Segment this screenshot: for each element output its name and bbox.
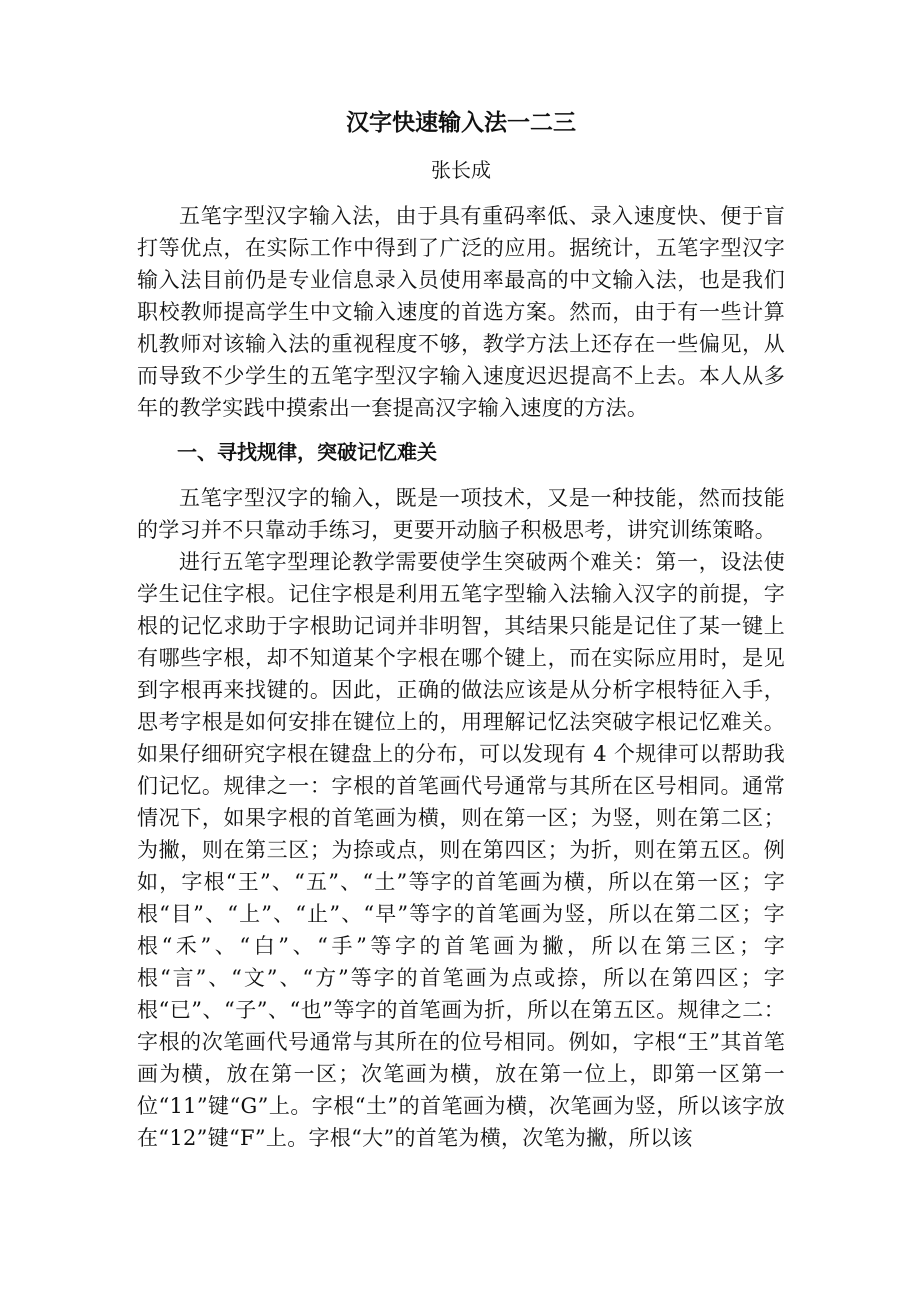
intro-paragraph: 五笔字型汉字输入法，由于具有重码率低、录入速度快、便于盲打等优点，在实际工作中得到了广泛的应用。据统计，五笔字型汉字输入法目前仍是专业信息录入员使用率最高的中文输入法，也是我们职校教师提高学生中文输入速度的首选方案。然而，由于有一些计算机教师对该输入法的重视程度不够，教学方法上还存在一些偏见，从而导致不少学生的五笔字型汉字输入速度迟迟提高不上去。本人从多年的教学实践中摸索出一套提高汉字输入速度的方法。 [137,204,785,420]
document-author: 张长成 [431,158,491,182]
section-paragraph-1: 五笔字型汉字的输入，既是一项技术，又是一种技能，然而技能的学习并不只靠动手练习，更要开动脑子积极思考，讲究训练策略。 [137,486,785,542]
document-title: 汉字快速输入法一二三 [346,110,576,136]
section-heading: 一、寻找规律，突破记忆难关 [177,440,437,464]
document-page [137,108,785,1154]
section-paragraph-2: 进行五笔字型理论教学需要使学生突破两个难关：第一，设法使学生记住字根。记住字根是利用五笔字型输入法输入汉字的前提，字根的记忆求助于字根助记词并非明智，其结果只能是记住了某一键上有哪些字根，却不知道某个字根在哪个键上，而在实际应用时，是见到字根再来找键的。因此，正确的做法应该是从分析字根特征入手，思考字根是如何安排在键位上的，用理解记忆法突破字根记忆难关。如果仔细研究字根在键盘上的分布，可以发现有 4 个规律可以帮助我们记忆。规律之一：字根的首笔画代号通常与其所在区号相同。通常情况下，如果字根的首笔画为横，则在第一区；为竖，则在第二区；为撇，则在第三区；为捺或点，则在第四区；为折，则在第五区。例如，字根“王”、“五”、“土”等字的首笔画为横，所以在第一区；字根“目”、“上”、“止”、“早”等字的首笔画为竖，所以在第二区；字根“禾”、“白”、“手”等字的首笔画为撇，所以在第三区；字根“言”、“文”、“方”等字的首笔画为点或捺，所以在第四区；字根“已”、“子”、“也”等字的首笔画为折，所以在第五区。规律之二：字根的次笔画代号通常与其所在的位号相同。例如，字根“王”其首笔画为横，放在第一区；次笔画为横，放在第一位上，即第一区第一位“11”键“G”上。字根“土”的首笔画为横，次笔画为竖，所以该字放在“12”键“F”上。字根“大”的首笔为横，次笔为撇，所以该 [137,550,785,1150]
